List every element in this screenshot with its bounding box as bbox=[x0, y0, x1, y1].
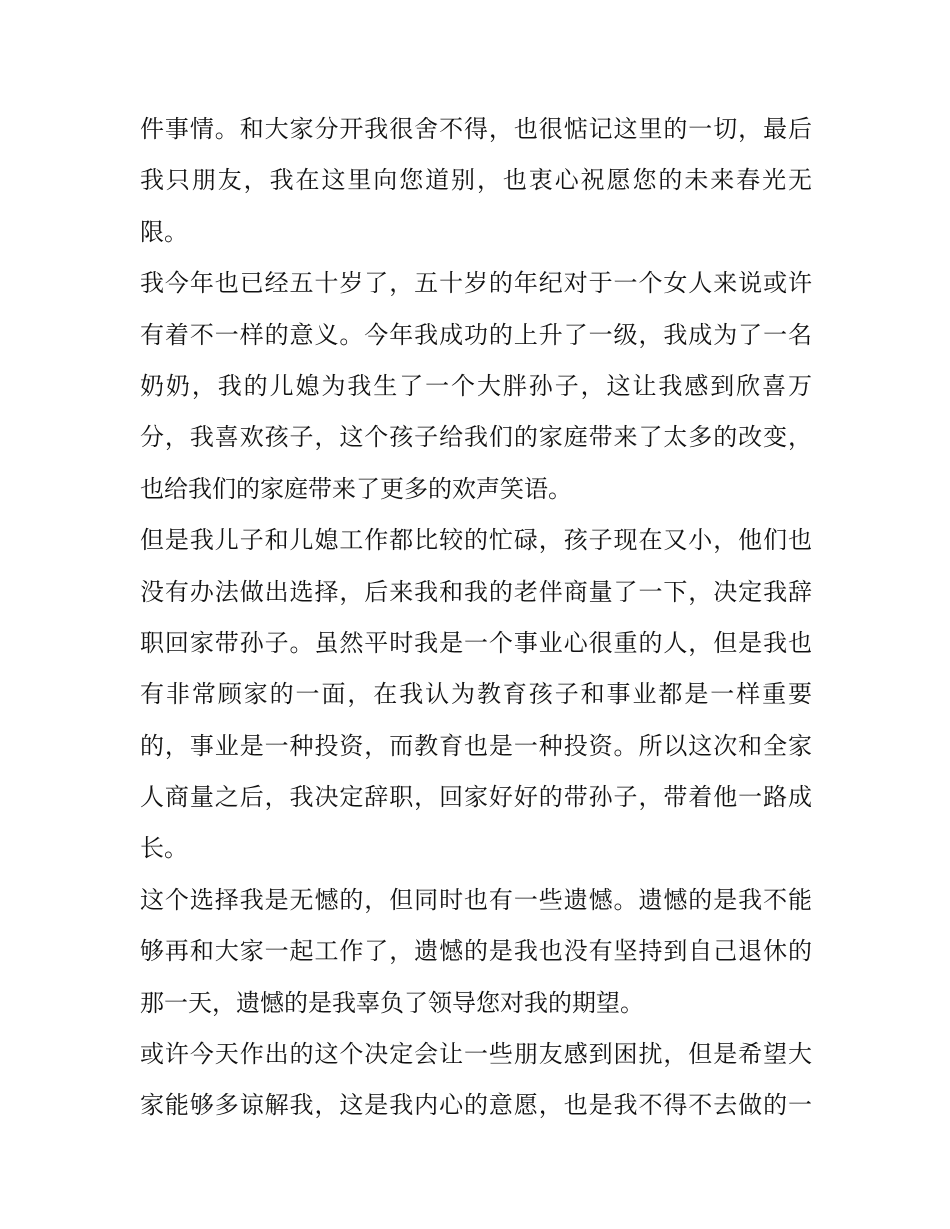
text-line-17: 够再和大家一起工作了，遗憾的是我也没有坚持到自己退休的 bbox=[140, 937, 812, 966]
text-line-5: 有着不一样的意义。今年我成功的上升了一级，我成为了一名 bbox=[140, 320, 812, 349]
text-line-10: 没有办法做出选择，后来我和我的老伴商量了一下，决定我辞 bbox=[140, 577, 812, 606]
text-line-19: 或许今天作出的这个决定会让一些朋友感到困扰，但是希望大 bbox=[140, 1040, 812, 1069]
text-line-12: 有非常顾家的一面，在我认为教育孩子和事业都是一样重要 bbox=[140, 680, 812, 709]
document-body bbox=[140, 104, 812, 1132]
text-line-18: 那一天，遗憾的是我辜负了领导您对我的期望。 bbox=[140, 988, 644, 1017]
text-line-13: 的，事业是一种投资，而教育也是一种投资。所以这次和全家 bbox=[140, 731, 812, 760]
text-line-7: 分，我喜欢孩子，这个孩子给我们的家庭带来了太多的改变， bbox=[140, 423, 812, 452]
text-line-9: 但是我儿子和儿媳工作都比较的忙碌，孩子现在又小，他们也 bbox=[140, 526, 812, 555]
text-line-1: 件事情。和大家分开我很舍不得，也很惦记这里的一切，最后 bbox=[140, 115, 812, 143]
text-line-4: 我今年也已经五十岁了，五十岁的年纪对于一个女人来说或许 bbox=[140, 269, 812, 298]
text-line-6: 奶奶，我的儿媳为我生了一个大胖孙子，这让我感到欣喜万 bbox=[140, 371, 812, 400]
text-line-11: 职回家带孙子。虽然平时我是一个事业心很重的人，但是我也 bbox=[140, 628, 812, 657]
text-line-15: 长。 bbox=[140, 834, 188, 863]
text-line-8: 也给我们的家庭带来了更多的欢声笑语。 bbox=[140, 474, 572, 503]
text-line-16: 这个选择我是无憾的，但同时也有一些遗憾。遗憾的是我不能 bbox=[140, 885, 812, 914]
text-line-14: 人商量之后，我决定辞职，回家好好的带孙子，带着他一路成 bbox=[140, 783, 812, 812]
text-line-3: 限。 bbox=[140, 217, 188, 246]
text-line-2: 我只朋友，我在这里向您道别，也衷心祝愿您的未来春光无 bbox=[140, 166, 812, 195]
text-line-20: 家能够多谅解我，这是我内心的意愿，也是我不得不去做的一 bbox=[140, 1091, 812, 1120]
